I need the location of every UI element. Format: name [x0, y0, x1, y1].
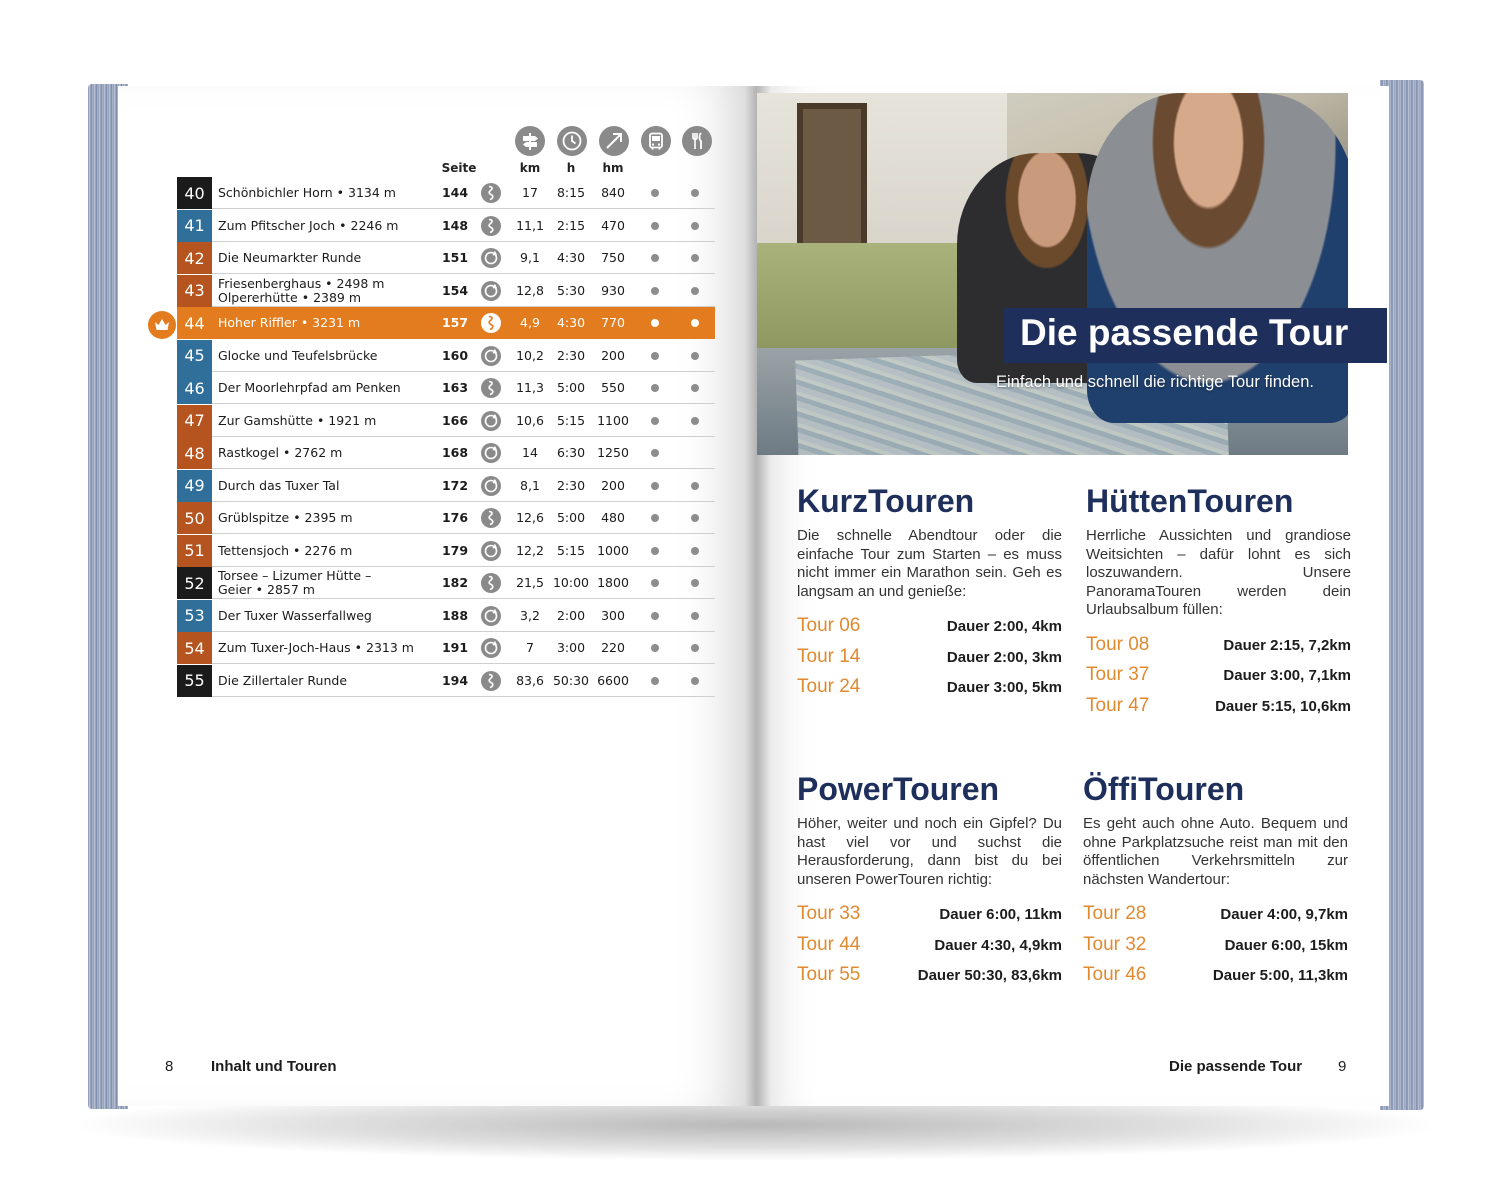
left-page-running-title: Inhalt und Touren	[211, 1058, 337, 1075]
duration-h: 5:00	[556, 510, 586, 525]
right-page-running-title: Die passende Tour	[1169, 1058, 1303, 1075]
table-row[interactable]	[177, 502, 715, 534]
food-dot	[691, 319, 699, 327]
loop-icon	[481, 443, 501, 463]
food-dot	[691, 579, 699, 587]
tour-number: 51	[177, 535, 212, 567]
food-dot	[691, 189, 699, 197]
category-title: PowerTouren	[797, 771, 1000, 807]
tour-link[interactable]	[1086, 664, 1351, 695]
bus-dot	[651, 287, 659, 295]
table-row[interactable]	[177, 600, 715, 632]
tour-name-line: Grüblspitze • 2395 m	[218, 510, 353, 525]
ascent-hm: 6600	[597, 672, 629, 688]
ascent-hm: 840	[601, 185, 625, 200]
tour-name	[218, 600, 448, 632]
tour-duration: Dauer 4:30, 4,9km	[934, 936, 1062, 954]
tour-name-line: Zum Tuxer-Joch-Haus • 2313 m	[218, 640, 414, 655]
tour-name-line: Hoher Riffler • 3231 m	[218, 315, 361, 330]
category-text: Herrliche Aussichten und grandiose Weitsichten – dafür lohnt es sich loszuwandern. Unsere PanoramaTouren werden dein Urlaubsalbum füllen:	[1086, 527, 1351, 618]
duration-h: 8:15	[556, 185, 586, 200]
ascent-hm: 200	[601, 477, 625, 493]
page-ref: 154	[441, 282, 469, 298]
tour-name: Tour 32	[1083, 933, 1147, 955]
distance-km: 83,6	[516, 672, 544, 688]
distance-km: 11,1	[516, 217, 544, 233]
tour-link[interactable]	[1086, 695, 1351, 726]
distance-km: 10,2	[516, 347, 544, 363]
distance-km: 4,9	[520, 315, 540, 330]
header-h: h	[566, 161, 576, 175]
tour-name	[218, 470, 448, 502]
bus-dot	[651, 677, 659, 685]
category-kurztouren	[797, 481, 1062, 707]
tour-name	[218, 307, 448, 339]
tour-name: Tour 14	[797, 645, 861, 667]
food-dot	[691, 644, 699, 652]
loop-icon	[481, 411, 501, 431]
food-dot	[691, 612, 699, 620]
distance-km: 8,1	[520, 477, 540, 493]
duration-h: 6:30	[556, 445, 586, 460]
page-ref: 148	[441, 217, 469, 233]
duration-h: 4:30	[556, 315, 586, 330]
tour-name	[218, 665, 448, 697]
duration-h: 5:30	[556, 282, 586, 298]
loop-icon	[481, 346, 501, 366]
page-title: Die passende Tour	[1020, 312, 1349, 353]
page-ref: 144	[441, 185, 469, 200]
distance-km: 21,5	[516, 575, 544, 590]
route-icon	[481, 378, 501, 398]
route-icon	[481, 508, 501, 528]
route-icon	[481, 216, 501, 236]
tour-number: 47	[177, 405, 212, 437]
tour-duration: Dauer 6:00, 11km	[939, 906, 1062, 923]
tour-name: Tour 55	[797, 964, 861, 985]
bus-dot	[651, 189, 659, 197]
food-dot	[691, 352, 699, 360]
distance-km: 14	[522, 445, 538, 460]
tour-name: Tour 44	[797, 933, 861, 955]
page-ref: 172	[441, 477, 469, 493]
ascent-hm: 1100	[597, 412, 629, 428]
table-row[interactable]	[177, 242, 715, 274]
bus-dot	[651, 352, 659, 360]
tour-link[interactable]	[797, 964, 1062, 995]
cutlery-icon	[682, 126, 712, 156]
bus-dot	[651, 384, 659, 392]
tour-name-line: Der Moorlehrpfad am Penken	[218, 380, 401, 395]
page-subtitle: Einfach und schnell die richtige Tour finden.	[996, 373, 1314, 391]
page-ref: 166	[441, 412, 469, 428]
page-ref: 179	[441, 542, 469, 558]
tour-number: 45	[177, 340, 212, 372]
ascent-hm: 1000	[597, 542, 629, 558]
food-dot	[691, 287, 699, 295]
tour-name-line: Glocke und Teufelsbrücke	[218, 347, 378, 363]
table-row[interactable]	[177, 177, 715, 209]
tour-list	[1086, 634, 1351, 726]
loop-icon	[481, 476, 501, 496]
distance-km: 12,2	[516, 542, 544, 558]
table-row[interactable]	[177, 632, 715, 664]
page-ref: 188	[441, 607, 469, 623]
page-ref: 157	[441, 315, 469, 330]
header-km: km	[519, 161, 541, 175]
category-text: Es geht auch ohne Auto. Bequem und ohne Parkplatzsuche reist man mit den öffentlichen Verkehrsmitteln zur nächsten Wandertour:	[1083, 815, 1348, 888]
tour-name	[218, 210, 448, 242]
duration-h: 5:15	[556, 412, 586, 428]
tour-number: 40	[177, 177, 212, 209]
tour-link[interactable]	[1083, 934, 1348, 965]
bus-dot	[651, 222, 659, 230]
distance-km: 12,8	[516, 282, 544, 298]
table-row[interactable]	[177, 535, 715, 567]
tour-name-line: Die Neumarkter Runde	[218, 250, 362, 265]
ascent-hm: 770	[601, 315, 625, 330]
loop-icon	[481, 541, 501, 561]
tour-list	[797, 903, 1062, 995]
ascent-hm: 470	[601, 217, 625, 233]
loop-icon	[481, 281, 501, 301]
tour-name: Tour 46	[1083, 964, 1147, 985]
left-page-number: 8	[165, 1058, 174, 1075]
tour-duration: Dauer 2:15, 7,2km	[1223, 636, 1351, 654]
tour-name	[218, 567, 448, 599]
ascent-hm: 1250	[597, 445, 629, 460]
tour-name-line: Der Tuxer Wasserfallweg	[218, 607, 372, 623]
distance-km: 12,6	[516, 510, 544, 525]
food-dot	[691, 482, 699, 490]
route-icon	[481, 671, 501, 691]
duration-h: 10:00	[552, 575, 590, 590]
table-row[interactable]	[177, 567, 715, 599]
tour-link[interactable]	[797, 903, 1062, 934]
tour-name	[218, 372, 448, 404]
page-ref: 163	[441, 380, 469, 395]
tour-number: 50	[177, 502, 212, 534]
category-title: HüttenTouren	[1086, 483, 1294, 519]
page-ref: 194	[441, 672, 469, 688]
tour-name: Tour 08	[1086, 633, 1150, 655]
tour-number: 43	[177, 275, 212, 307]
tour-number: 44	[177, 307, 212, 339]
tour-number: 52	[177, 567, 212, 599]
bus-dot	[651, 482, 659, 490]
tour-name-line: Torsee – Lizumer Hütte –	[218, 568, 372, 583]
distance-km: 3,2	[520, 607, 540, 623]
tour-duration: Dauer 5:15, 10,6km	[1215, 697, 1351, 715]
right-page-number: 9	[1338, 1058, 1347, 1075]
duration-h: 50:30	[552, 672, 590, 688]
route-icon	[481, 183, 501, 203]
distance-km: 9,1	[520, 250, 540, 265]
tour-name	[218, 437, 448, 469]
page-ref: 151	[441, 250, 469, 265]
tour-duration: Dauer 50:30, 83,6km	[917, 967, 1062, 984]
tour-name-line: Rastkogel • 2762 m	[218, 445, 343, 460]
tour-name-line: Schönbichler Horn • 3134 m	[218, 185, 396, 200]
bus-dot	[651, 417, 659, 425]
duration-h: 2:15	[556, 217, 586, 233]
ascent-hm: 480	[601, 510, 625, 525]
loop-icon	[481, 638, 501, 658]
signpost-icon	[515, 126, 545, 156]
ascent-hm: 220	[601, 640, 625, 655]
ascent-hm: 930	[601, 282, 625, 298]
tour-name: Tour 24	[797, 676, 861, 697]
bus-dot	[651, 449, 659, 457]
distance-km: 11,3	[516, 380, 544, 395]
tour-name	[218, 340, 448, 372]
tour-name-line: Zum Pfitscher Joch • 2246 m	[218, 217, 399, 233]
page-ref: 160	[441, 347, 469, 363]
loop-icon	[481, 248, 501, 268]
tour-name	[218, 242, 448, 274]
ascent-hm: 200	[601, 347, 625, 363]
hikers-photo	[757, 93, 1348, 455]
distance-km: 7	[526, 640, 534, 655]
duration-h: 2:30	[556, 477, 586, 493]
tour-duration: Dauer 2:00, 3km	[946, 648, 1062, 666]
category-text: Die schnelle Abendtour oder die einfache Tour zum Starten – es muss nicht immer ein Marathon sein. Geh es langsam an und genieße:	[797, 527, 1062, 600]
crown-icon	[148, 311, 176, 339]
bus-dot	[651, 547, 659, 555]
tour-duration: Dauer 3:00, 7,1km	[1223, 667, 1351, 684]
distance-km: 10,6	[516, 412, 544, 428]
tour-number: 53	[177, 600, 212, 632]
bus-dot	[651, 514, 659, 522]
ascent-arrow-icon	[599, 126, 629, 156]
tour-name-line: Zur Gamshütte • 1921 m	[218, 412, 377, 428]
tour-duration: Dauer 2:00, 4km	[946, 618, 1062, 635]
category-title: ÖffiTouren	[1083, 771, 1245, 807]
tour-link[interactable]	[797, 615, 1062, 646]
duration-h: 2:00	[556, 607, 586, 623]
tour-list	[1083, 903, 1348, 995]
tour-name	[218, 535, 448, 567]
tour-name: Tour 28	[1083, 903, 1147, 924]
food-dot	[691, 514, 699, 522]
table-row[interactable]	[177, 340, 715, 372]
bus-dot	[651, 612, 659, 620]
duration-h: 5:00	[556, 380, 586, 395]
tour-number: 55	[177, 665, 212, 697]
food-dot	[691, 677, 699, 685]
ascent-hm: 550	[601, 380, 625, 395]
table-row[interactable]	[177, 210, 715, 242]
tour-number: 49	[177, 470, 212, 502]
clock-icon	[557, 126, 587, 156]
tour-name-line: Durch das Tuxer Tal	[218, 477, 340, 493]
header-hm: hm	[602, 161, 624, 175]
bus-icon	[641, 126, 671, 156]
food-dot	[691, 222, 699, 230]
header-seite: Seite	[441, 161, 477, 175]
tour-duration: Dauer 5:00, 11,3km	[1212, 967, 1348, 984]
category-title: KurzTouren	[797, 483, 975, 519]
loop-icon	[481, 606, 501, 626]
duration-h: 5:15	[556, 542, 586, 558]
tour-link[interactable]	[797, 646, 1062, 677]
table-row[interactable]	[177, 437, 715, 469]
duration-h: 3:00	[556, 640, 586, 655]
tour-link[interactable]	[1086, 634, 1351, 665]
bus-dot	[651, 319, 659, 327]
tour-duration: Dauer 3:00, 5km	[946, 679, 1062, 696]
tour-name	[218, 275, 448, 307]
tour-name-line: Geier • 2857 m	[218, 582, 315, 597]
category-powertouren	[797, 769, 1062, 995]
tour-name-line: Olpererhütte • 2389 m	[218, 289, 362, 305]
tour-link[interactable]	[1083, 903, 1348, 934]
tour-number: 48	[177, 437, 212, 469]
tour-name: Tour 47	[1086, 694, 1150, 716]
page-ref: 176	[441, 510, 469, 525]
duration-h: 2:30	[556, 347, 586, 363]
tour-name-line: Friesenberghaus • 2498 m	[218, 275, 385, 291]
table-row[interactable]	[177, 665, 715, 697]
food-dot	[691, 547, 699, 555]
food-dot	[691, 384, 699, 392]
page-ref: 182	[441, 575, 469, 590]
table-row[interactable]	[177, 275, 715, 307]
tour-link[interactable]	[1083, 964, 1348, 995]
tour-name	[218, 632, 448, 664]
tour-name	[218, 405, 448, 437]
food-dot	[691, 417, 699, 425]
tour-link[interactable]	[797, 934, 1062, 965]
tour-number: 54	[177, 632, 212, 664]
page-ref: 191	[441, 640, 469, 655]
tour-name: Tour 33	[797, 903, 861, 924]
tour-name: Tour 37	[1086, 664, 1150, 685]
tour-name-line: Tettensjoch • 2276 m	[218, 542, 353, 558]
table-row[interactable]	[177, 470, 715, 502]
tour-duration: Dauer 6:00, 15km	[1224, 936, 1348, 954]
route-icon	[481, 573, 501, 593]
category-oeffitouren	[1083, 769, 1348, 995]
category-text: Höher, weiter und noch ein Gipfel? Du hast viel vor und suchst die Herausforderung, dann bist du bei unseren PowerTouren richtig:	[797, 815, 1062, 888]
tour-link[interactable]	[797, 676, 1062, 707]
tour-number: 41	[177, 210, 212, 242]
tour-name	[218, 502, 448, 534]
table-row[interactable]	[177, 372, 715, 404]
bus-dot	[651, 644, 659, 652]
tour-name-line: Die Zillertaler Runde	[218, 672, 348, 688]
duration-h: 4:30	[556, 250, 586, 265]
food-dot	[691, 254, 699, 262]
tour-duration: Dauer 4:00, 9,7km	[1220, 906, 1348, 923]
tour-number: 42	[177, 242, 212, 274]
tour-name: Tour 06	[797, 615, 861, 636]
ascent-hm: 750	[601, 250, 625, 265]
distance-km: 17	[522, 185, 538, 200]
tour-number: 46	[177, 372, 212, 404]
ascent-hm: 1800	[597, 575, 629, 590]
tour-name	[218, 177, 448, 209]
page-ref: 168	[441, 445, 469, 460]
ascent-hm: 300	[601, 607, 625, 623]
category-huettentouren	[1086, 481, 1351, 725]
bus-dot	[651, 254, 659, 262]
table-row[interactable]	[177, 405, 715, 437]
tour-list	[797, 615, 1062, 707]
bus-dot	[651, 579, 659, 587]
table-row[interactable]	[177, 307, 715, 339]
route-icon	[481, 313, 501, 333]
